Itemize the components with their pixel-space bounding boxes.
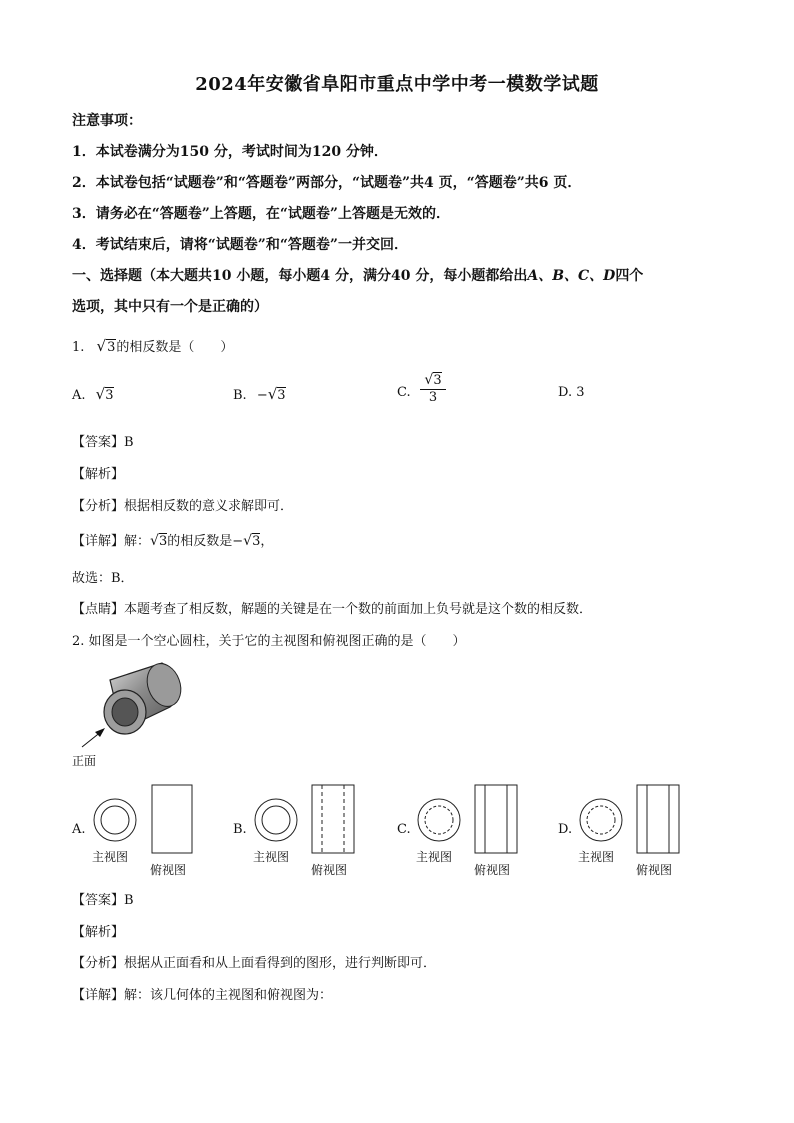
q2-a-inner-circle [101, 806, 129, 834]
q2-option-d-label: D. [558, 822, 573, 837]
q2-option-c-main-label: 主视图 [416, 850, 453, 864]
notice-item-1: 1．本试卷满分为150 分，考试时间为120 分钟． [72, 144, 388, 160]
q2-answer: B [124, 893, 134, 908]
notice-item-4: 4．考试结束后，请将“试题卷”和“答题卷”一并交回． [72, 237, 408, 253]
q1-option-b-radicand: 3 [277, 388, 286, 403]
q2-option-b-figure [253, 783, 363, 853]
q1-xiangjie-mid: 的相反数是 [167, 534, 233, 549]
q1-fenxi-line [72, 495, 293, 514]
section-heading-text: 一、选择题（本大题共10 小题，每小题4 分，满分40 分，每小题都给出 [72, 268, 528, 284]
q1-option-a: A. √3 [72, 385, 114, 403]
q2-option-c-label: C. [397, 822, 411, 837]
q1-option-c-radicand: 3 [433, 373, 442, 388]
cylinder-hole [112, 698, 138, 726]
q1-xiangjie-line: 【详解】解：√3的相反数是−√3， [72, 533, 274, 549]
q2-analysis-tag: 【解析】 [72, 925, 125, 940]
q2-c-inner-dashed-circle [425, 806, 453, 834]
q2-c-outer-circle [418, 799, 460, 841]
q1-option-d: D. 3 [558, 385, 585, 400]
q1-dianjing: 本题考查了相反数，解题的关键是在一个数的前面加上负号就是这个数的相反数． [124, 602, 593, 617]
q2-option-c-top-label: 俯视图 [474, 863, 511, 877]
q1-dianjing-tag: 【点睛】 [72, 602, 125, 617]
q2-answer-line [72, 889, 134, 908]
q2-option-b-main-label: 主视图 [253, 850, 290, 864]
q1-radicand: 3 [107, 340, 116, 355]
q1-option-c-fraction [420, 372, 446, 405]
q2-a-rect [152, 785, 192, 853]
q2-option-b-label: B. [233, 822, 247, 837]
q2-option-a-main-label: 主视图 [92, 850, 129, 864]
q1-xiangjie-radicand-2: 3 [252, 534, 261, 549]
q1-number: 1. [72, 340, 85, 355]
page-title: 2024年安徽省阜阳市重点中学中考一模数学试题 [195, 74, 599, 95]
q1-option-b-label: B. [233, 388, 247, 403]
q2-option-d-top-label: 俯视图 [636, 863, 673, 877]
q1-analysis-tag: 【解析】 [72, 467, 125, 482]
q1-fenxi: 根据相反数的意义求解即可． [124, 499, 294, 514]
q1-dianjing-line [72, 598, 592, 617]
notice-heading: 注意事项： [72, 113, 142, 129]
q2-b-outer-circle [255, 799, 297, 841]
q2-d-outer-circle [580, 799, 622, 841]
q1-xiangjie-sign: − [232, 534, 244, 549]
q2-stem: 2. 如图是一个空心圆柱，关于它的主视图和俯视图正确的是（ ） [72, 634, 466, 649]
front-label: 正面 [72, 754, 97, 768]
section-heading-line1 [72, 265, 643, 285]
q2-option-d-main-label: 主视图 [578, 850, 615, 864]
q1-fenxi-tag: 【分析】 [72, 499, 125, 514]
q1-option-c-numerator: √3 [420, 372, 446, 390]
q2-option-a-figure [92, 783, 202, 853]
q1-option-a-radicand: 3 [105, 388, 114, 403]
q1-xiangjie-tag: 【详解】 [72, 534, 125, 549]
q2-a-outer-circle [94, 799, 136, 841]
q2-d-rect [637, 785, 679, 853]
q1-xiangjie-radicand-1: 3 [158, 534, 168, 549]
q1-answer-line [72, 431, 134, 450]
q2-xiangjie-line [72, 984, 332, 1003]
q2-option-b-top-label: 俯视图 [311, 863, 348, 877]
q2-xiangjie: 解：该几何体的主视图和俯视图为： [124, 988, 333, 1003]
q2-fenxi-line [72, 952, 436, 971]
q1-option-c-label: C. [397, 385, 411, 400]
q2-option-c-figure [416, 783, 526, 853]
q2-b-inner-circle [262, 806, 290, 834]
q2-d-inner-dashed-circle [587, 806, 615, 834]
section-heading-letters: A、B、C、D [527, 268, 616, 284]
q2-fenxi-tag: 【分析】 [72, 956, 125, 971]
q1-sqrt: √3 [96, 337, 116, 355]
q2-b-rect [312, 785, 354, 853]
q2-option-a-label: A. [72, 822, 86, 837]
q1-option-b: B. −√3 [233, 385, 286, 403]
q1-xiangjie-pre: 解： [124, 534, 151, 549]
section-heading-line2: 选项，其中只有一个是正确的） [72, 299, 268, 315]
q2-option-a-top-label: 俯视图 [150, 863, 187, 877]
q2-fenxi: 根据从正面看和从上面看得到的图形，进行判断即可． [124, 956, 437, 971]
q1-option-a-label: A. [72, 388, 86, 403]
q1-answer: B [124, 435, 134, 450]
section-heading-end: 四个 [615, 268, 644, 284]
notice-item-3: 3．请务必在“答题卷”上答题，在“试题卷”上答题是无效的． [72, 206, 450, 222]
q1-guxuan: 故选：B． [72, 571, 134, 586]
q1-option-c-denominator: 3 [428, 390, 438, 405]
q1-answer-tag: 【答案】 [72, 435, 125, 450]
q2-option-d-figure [578, 783, 688, 853]
q1-xiangjie-end: ， [260, 534, 274, 549]
q2-answer-tag: 【答案】 [72, 893, 125, 908]
q2-xiangjie-tag: 【详解】 [72, 988, 125, 1003]
q1-stem-text: 的相反数是（ ） [116, 340, 234, 355]
q1-option-b-sign: − [256, 388, 268, 403]
q2-c-rect [475, 785, 517, 853]
q1-stem [72, 336, 233, 355]
notice-item-2: 2．本试卷包括“试题卷”和“答题卷”两部分，“试题卷”共4 页，“答题卷”共6 页． [72, 175, 582, 191]
